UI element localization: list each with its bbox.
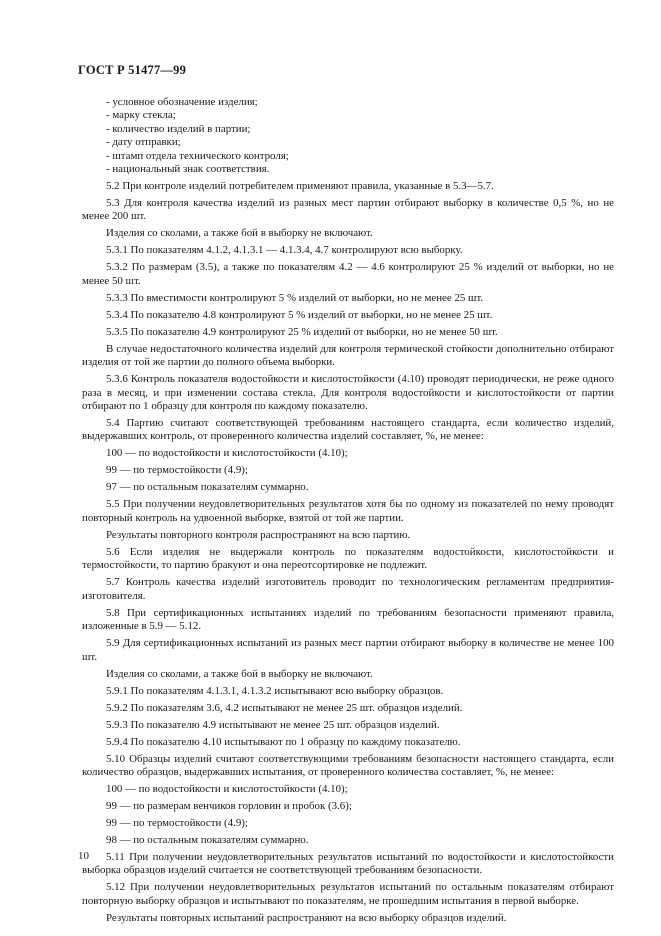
- paragraph: Результаты повторного контроля распространяют на всю партию.: [106, 528, 411, 541]
- paragraph: 5.3 Для контроля качества изделий из разных мест партии отбирают выборку в количестве 0,5 %, но не менее 200 шт.: [82, 197, 614, 223]
- paragraph: Изделия со сколами, а также бой в выборку не включают.: [106, 227, 373, 240]
- paragraph: 5.10 Образцы изделий считают соответствующими требованиям безопасности настоящего стандарта, если количество образцов, выдержавших испытания, от проверенного количества составляет, %, не менее:: [82, 752, 614, 778]
- list-item: - марку стекла;: [106, 109, 176, 122]
- paragraph: 5.4 Партию считают соответствующей требованиям настоящего стандарта, если количество изделий, выдержавших контроль, от проверенного количества изделий составляет, %, не менее:: [82, 417, 614, 443]
- paragraph: 5.3.2 По размерам (3.5), а также по показателям 4.2 — 4.6 контролируют 25 % изделий от выборки, но не менее 50 шт.: [82, 261, 614, 287]
- paragraph: 5.9.2 По показателям 3.6, 4.2 испытывают не менее 25 шт. образцов изделий.: [106, 701, 463, 714]
- paragraph: 5.7 Контроль качества изделий изготовитель проводит по технологическим регламентам предприятия-изготовителя.: [82, 576, 614, 602]
- paragraph: 5.9 Для сертификационных испытаний из разных мест партии отбирают выборку в количестве не менее 100 шт.: [82, 637, 614, 663]
- marking-list: [82, 96, 614, 176]
- paragraph: 99 — по термостойкости (4.9);: [106, 816, 248, 829]
- list-item: - национальный знак соответствия.: [106, 163, 270, 176]
- list-item: - штамп отдела технического контроля;: [106, 149, 289, 162]
- paragraph: Результаты повторных испытаний распространяют на всю выборку образцов изделий.: [106, 911, 507, 924]
- paragraph: 5.9.3 По показателю 4.9 испытывают не менее 25 шт. образцов изделий.: [106, 718, 440, 731]
- paragraph: 5.9.4 По показателю 4.10 испытывают по 1 образцу по каждому показателю.: [106, 735, 461, 748]
- paragraph: 99 — по термостойкости (4.9);: [106, 464, 248, 477]
- paragraph: 5.5 При получении неудовлетворительных результатов хотя бы по одному из показателей по нему проводят повторный контроль на удвоенной выборке, взятой от той же партии.: [82, 498, 614, 524]
- paragraph: Изделия со сколами, а также бой в выборку не включают.: [106, 667, 373, 680]
- paragraph: 100 — по водостойкости и кислотостойкости (4.10);: [106, 447, 348, 460]
- paragraph: 100 — по водостойкости и кислотостойкости (4.10);: [106, 782, 348, 795]
- paragraph: 5.3.1 По показателям 4.1.2, 4.1.3.1 — 4.1.3.4, 4.7 контролируют всю выборку.: [106, 244, 463, 257]
- paragraph: 5.2 При контроле изделий потребителем применяют правила, указанные в 5.3—5.7.: [106, 180, 494, 193]
- page-number: 10: [78, 850, 89, 862]
- list-item: - дату отправки;: [106, 136, 181, 149]
- document-header: ГОСТ Р 51477—99: [78, 63, 187, 77]
- paragraph: 99 — по размерам венчиков горловин и пробок (3.6);: [106, 799, 352, 812]
- paragraph: 5.9.1 По показателям 4.1.3.1, 4.1.3.2 испытывают всю выборку образцов.: [106, 684, 444, 697]
- paragraph: 5.3.6 Контроль показателя водостойкости и кислотостойкости (4.10) проводят периодически, не реже одного раза в месяц, и при изменении состава стекла. Для контроля водостойкости и кислотостойкости от партии отбирают по 1 образцу для контроля по каждому показателю.: [82, 373, 614, 413]
- document-body: [82, 96, 614, 929]
- paragraph: 97 — по остальным показателям суммарно.: [106, 481, 309, 494]
- paragraph: 5.6 Если изделия не выдержали контроль по показателям водостойкости, кислотостойкости и термостойкости, то партию бракуют и она переотсортировке не подлежит.: [82, 545, 614, 572]
- paragraph: 5.11 При получении неудовлетворительных результатов испытаний по водостойкости и кислотостойкости выборка образцов изделий считается не соответствующей требованиям безопасности.: [82, 850, 614, 877]
- paragraph: 5.3.5 По показателю 4.9 контролируют 25 % изделий от выборки, но не менее 50 шт.: [106, 325, 498, 338]
- paragraph: 5.12 При получении неудовлетворительных результатов испытаний по остальным показателям отбирают повторную выборку образцов и испытывают по показателям, не прошедшим испытания в первой выборке.: [82, 881, 614, 907]
- paragraph: 5.3.4 По показателю 4.8 контролируют 5 % изделий от выборки, но не менее 25 шт.: [106, 308, 493, 321]
- list-item: - количество изделий в партии;: [106, 122, 251, 135]
- paragraph: 5.8 При сертификационных испытаниях изделий по требованиям безопасности применяют правила, изложенные в 5.9 — 5.12.: [82, 606, 614, 633]
- paragraph: 98 — по остальным показателям суммарно.: [106, 833, 309, 846]
- paragraph: 5.3.3 По вместимости контролируют 5 % изделий от выборки, но не менее 25 шт.: [106, 291, 484, 304]
- list-item: - условное обозначение изделия;: [106, 96, 258, 108]
- paragraph: В случае недостаточного количества изделий для контроля термической стойкости дополнительно отбирают изделия от той же партии до полного объема выборки.: [82, 342, 614, 369]
